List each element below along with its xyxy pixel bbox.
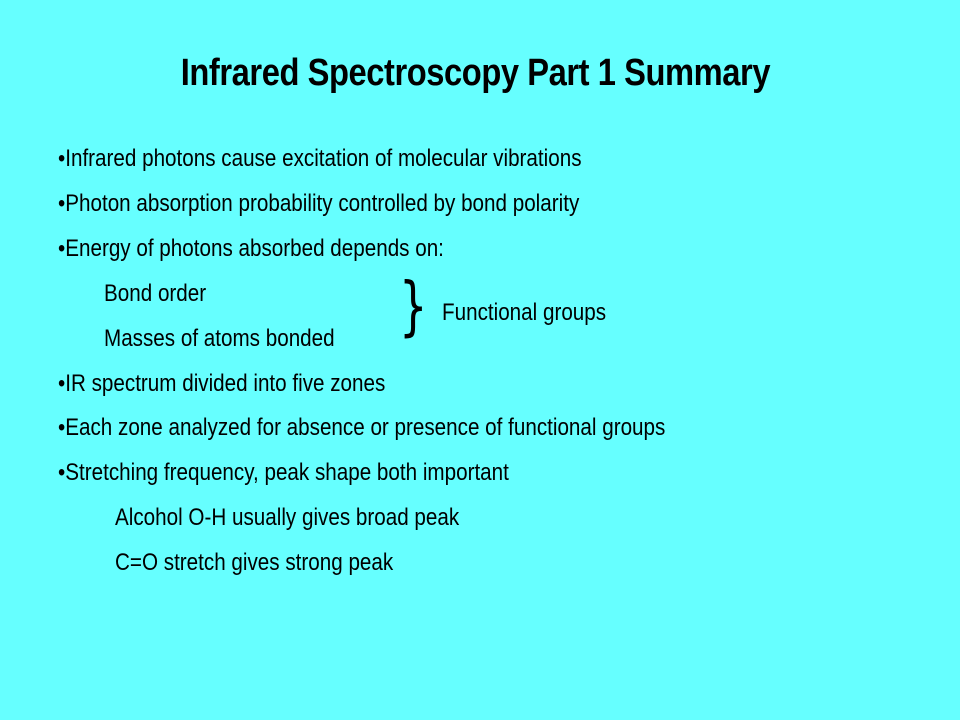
sub-item-masses: Masses of atoms bonded	[104, 325, 335, 352]
bullet-icon: •	[58, 145, 66, 172]
bullet-text: IR spectrum divided into five zones	[65, 370, 386, 397]
sub-item-bond-order: Bond order	[104, 280, 207, 307]
bullet-text: Each zone analyzed for absence or presence of functional groups	[65, 414, 666, 441]
bullet-item	[58, 369, 385, 399]
bullet-text: Energy of photons absorbed depends on:	[65, 235, 444, 262]
sub-item-carbonyl: C=O stretch gives strong peak	[115, 549, 394, 576]
bullet-item	[58, 458, 509, 488]
bullet-item	[58, 234, 444, 264]
bullet-item	[58, 189, 579, 219]
bullet-text: Stretching frequency, peak shape both important	[65, 459, 509, 486]
bullet-text: Photon absorption probability controlled by bond polarity	[65, 190, 580, 217]
bullet-icon: •	[58, 190, 66, 217]
bullet-item	[58, 144, 582, 174]
functional-groups-label: Functional groups	[442, 299, 607, 326]
slide-title: Infrared Spectroscopy Part 1 Summary	[180, 52, 771, 94]
bullet-item	[58, 413, 665, 443]
bullet-icon: •	[58, 235, 66, 262]
sub-item-alcohol: Alcohol O-H usually gives broad peak	[115, 504, 460, 531]
bullet-icon: •	[58, 459, 66, 486]
bullet-icon: •	[58, 414, 66, 441]
bullet-text: Infrared photons cause excitation of molecular vibrations	[65, 145, 582, 172]
bullet-icon: •	[58, 370, 66, 397]
brace-icon: }	[399, 270, 428, 344]
